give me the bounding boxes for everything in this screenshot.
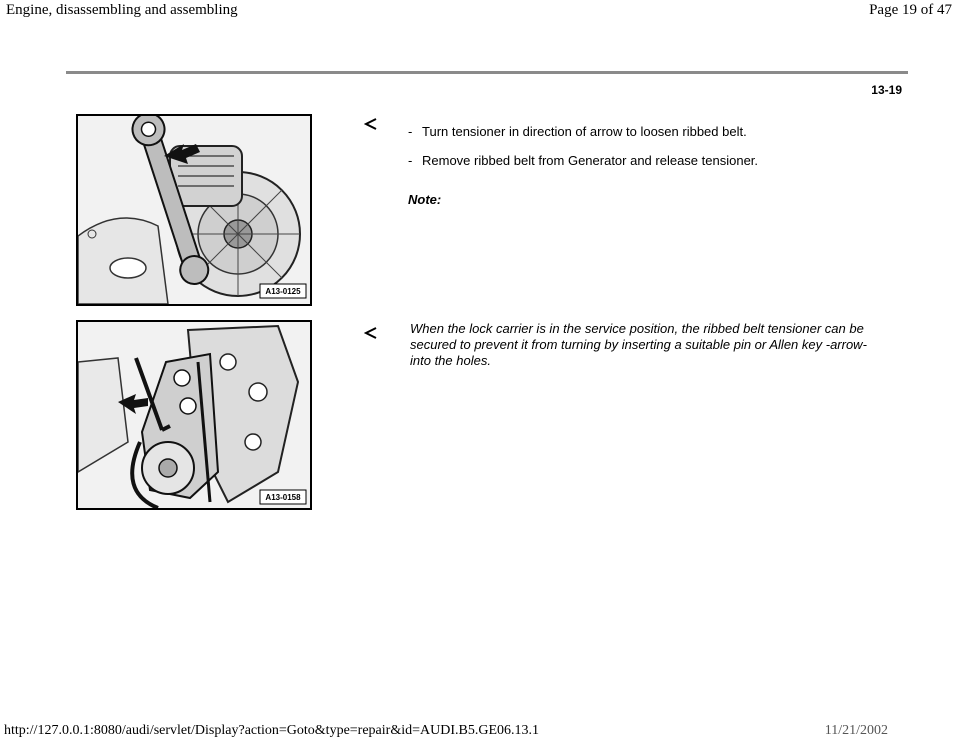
- footer-url: http://127.0.0.1:8080/audi/servlet/Display?action=Goto&type=repair&id=AUDI.B5.GE06.13.1: [4, 723, 539, 738]
- figure-code: A13-0158: [265, 493, 301, 502]
- note-label: Note:: [408, 192, 442, 207]
- instruction-text: When the lock carrier is in the service position, the ribbed belt tensioner can be secured to prevent it from turning by inserting a suitable pin or Allen key -arrow- into the holes.: [410, 321, 867, 368]
- footer-date: 11/21/2002: [824, 723, 888, 738]
- header-rule: [66, 71, 908, 74]
- page-indicator: Page 19 of 47: [869, 2, 952, 18]
- pointer-arrow-icon: [364, 327, 378, 339]
- step-list: [408, 124, 758, 182]
- document-title: Engine, disassembling and assembling: [6, 2, 238, 18]
- step-item: - Remove ribbed belt from Generator and release tensioner.: [408, 153, 759, 168]
- step-item: - Turn tensioner in direction of arrow to loosen ribbed belt.: [408, 124, 747, 139]
- page-number: 13-19: [871, 83, 902, 97]
- pointer-arrow-icon: [364, 118, 378, 130]
- figure-tensioner-pin: [76, 320, 312, 510]
- figure-tensioner-wrench: [76, 114, 312, 306]
- figure-code: A13-0125: [265, 287, 301, 296]
